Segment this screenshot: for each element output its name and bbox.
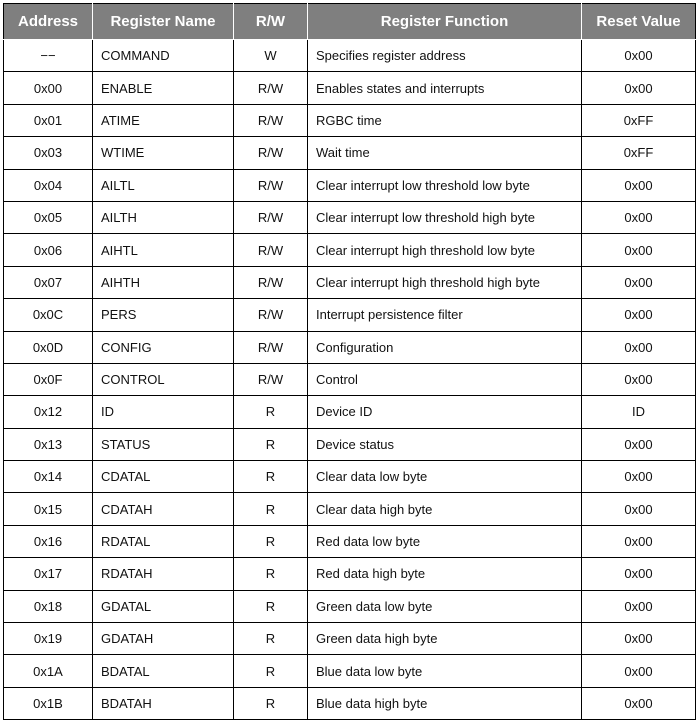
cell-address: 0x01 (4, 104, 93, 136)
cell-register-function: Clear interrupt high threshold high byte (308, 266, 582, 298)
cell-register-name: AILTL (93, 169, 234, 201)
header-rw: R/W (234, 4, 308, 40)
cell-reset-value: 0x00 (582, 331, 696, 363)
cell-address: 0x17 (4, 558, 93, 590)
cell-register-name: COMMAND (93, 40, 234, 72)
table-row (4, 299, 696, 331)
cell-address: 0x1B (4, 687, 93, 719)
table-row (4, 72, 696, 104)
cell-register-function: Blue data low byte (308, 655, 582, 687)
cell-reset-value: 0x00 (582, 655, 696, 687)
cell-reset-value: 0xFF (582, 104, 696, 136)
cell-register-name: AILTH (93, 201, 234, 233)
cell-rw: R/W (234, 299, 308, 331)
cell-register-name: CONFIG (93, 331, 234, 363)
cell-address: 0x07 (4, 266, 93, 298)
cell-rw: R (234, 428, 308, 460)
cell-address: 0x0F (4, 363, 93, 395)
cell-register-name: AIHTH (93, 266, 234, 298)
cell-address: −− (4, 40, 93, 72)
cell-address: 0x06 (4, 234, 93, 266)
cell-rw: R/W (234, 363, 308, 395)
header-register-name: Register Name (93, 4, 234, 40)
cell-address: 0x0C (4, 299, 93, 331)
cell-address: 0x05 (4, 201, 93, 233)
table-body (4, 40, 696, 720)
cell-rw: R/W (234, 201, 308, 233)
cell-register-function: Interrupt persistence filter (308, 299, 582, 331)
cell-register-function: Blue data high byte (308, 687, 582, 719)
cell-reset-value: 0x00 (582, 299, 696, 331)
cell-register-function: Wait time (308, 137, 582, 169)
cell-rw: R/W (234, 104, 308, 136)
table-row (4, 525, 696, 557)
cell-reset-value: 0x00 (582, 687, 696, 719)
cell-register-function: Red data low byte (308, 525, 582, 557)
cell-reset-value: 0x00 (582, 525, 696, 557)
cell-register-function: Green data high byte (308, 623, 582, 655)
cell-register-name: GDATAH (93, 623, 234, 655)
cell-register-function: Specifies register address (308, 40, 582, 72)
cell-address: 0x04 (4, 169, 93, 201)
table-row (4, 396, 696, 428)
header-row (4, 4, 696, 40)
cell-reset-value: 0x00 (582, 590, 696, 622)
cell-register-function: Clear data low byte (308, 461, 582, 493)
cell-register-function: Device status (308, 428, 582, 460)
cell-rw: R (234, 525, 308, 557)
cell-register-function: Clear interrupt low threshold low byte (308, 169, 582, 201)
table-row (4, 331, 696, 363)
cell-rw: W (234, 40, 308, 72)
cell-register-function: Green data low byte (308, 590, 582, 622)
cell-rw: R (234, 461, 308, 493)
cell-register-function: Red data high byte (308, 558, 582, 590)
cell-rw: R (234, 558, 308, 590)
cell-register-name: CONTROL (93, 363, 234, 395)
cell-reset-value: 0x00 (582, 428, 696, 460)
header-address: Address (4, 4, 93, 40)
cell-register-name: BDATAH (93, 687, 234, 719)
cell-register-name: AIHTL (93, 234, 234, 266)
cell-address: 0x00 (4, 72, 93, 104)
table-row (4, 623, 696, 655)
table-row (4, 363, 696, 395)
cell-register-name: RDATAH (93, 558, 234, 590)
table-row (4, 461, 696, 493)
cell-reset-value: ID (582, 396, 696, 428)
cell-reset-value: 0x00 (582, 363, 696, 395)
cell-register-function: Clear interrupt low threshold high byte (308, 201, 582, 233)
register-map-table (3, 3, 696, 720)
cell-register-function: Clear data high byte (308, 493, 582, 525)
cell-register-name: PERS (93, 299, 234, 331)
table-header (4, 4, 696, 40)
cell-register-name: CDATAH (93, 493, 234, 525)
cell-reset-value: 0xFF (582, 137, 696, 169)
table-row (4, 558, 696, 590)
cell-register-name: BDATAL (93, 655, 234, 687)
cell-register-function: Configuration (308, 331, 582, 363)
cell-register-function: Enables states and interrupts (308, 72, 582, 104)
table-row (4, 234, 696, 266)
cell-register-name: ENABLE (93, 72, 234, 104)
cell-address: 0x13 (4, 428, 93, 460)
header-register-function: Register Function (308, 4, 582, 40)
header-reset-value: Reset Value (582, 4, 696, 40)
table-row (4, 169, 696, 201)
cell-address: 0x19 (4, 623, 93, 655)
table-row (4, 493, 696, 525)
cell-reset-value: 0x00 (582, 266, 696, 298)
cell-reset-value: 0x00 (582, 40, 696, 72)
cell-address: 0x18 (4, 590, 93, 622)
table-row (4, 266, 696, 298)
table-row (4, 137, 696, 169)
cell-register-name: WTIME (93, 137, 234, 169)
cell-reset-value: 0x00 (582, 623, 696, 655)
cell-register-name: ID (93, 396, 234, 428)
cell-rw: R/W (234, 72, 308, 104)
cell-reset-value: 0x00 (582, 169, 696, 201)
cell-address: 0x12 (4, 396, 93, 428)
table-row (4, 428, 696, 460)
cell-register-function: Clear interrupt high threshold low byte (308, 234, 582, 266)
cell-rw: R/W (234, 169, 308, 201)
cell-register-name: GDATAL (93, 590, 234, 622)
cell-rw: R/W (234, 137, 308, 169)
cell-rw: R (234, 623, 308, 655)
cell-register-name: STATUS (93, 428, 234, 460)
cell-reset-value: 0x00 (582, 493, 696, 525)
cell-register-function: Control (308, 363, 582, 395)
cell-reset-value: 0x00 (582, 558, 696, 590)
cell-register-function: RGBC time (308, 104, 582, 136)
table-row (4, 590, 696, 622)
cell-address: 0x15 (4, 493, 93, 525)
table-row (4, 201, 696, 233)
cell-rw: R/W (234, 266, 308, 298)
cell-register-name: ATIME (93, 104, 234, 136)
cell-register-name: RDATAL (93, 525, 234, 557)
cell-address: 0x0D (4, 331, 93, 363)
cell-rw: R (234, 590, 308, 622)
cell-reset-value: 0x00 (582, 201, 696, 233)
cell-address: 0x1A (4, 655, 93, 687)
cell-reset-value: 0x00 (582, 461, 696, 493)
cell-register-function: Device ID (308, 396, 582, 428)
cell-address: 0x14 (4, 461, 93, 493)
table-row (4, 40, 696, 72)
cell-register-name: CDATAL (93, 461, 234, 493)
cell-reset-value: 0x00 (582, 72, 696, 104)
cell-rw: R (234, 493, 308, 525)
cell-rw: R (234, 655, 308, 687)
cell-rw: R/W (234, 331, 308, 363)
table-row (4, 655, 696, 687)
cell-rw: R (234, 687, 308, 719)
cell-rw: R (234, 396, 308, 428)
table-row (4, 687, 696, 719)
table-row (4, 104, 696, 136)
cell-rw: R/W (234, 234, 308, 266)
cell-address: 0x03 (4, 137, 93, 169)
cell-reset-value: 0x00 (582, 234, 696, 266)
cell-address: 0x16 (4, 525, 93, 557)
